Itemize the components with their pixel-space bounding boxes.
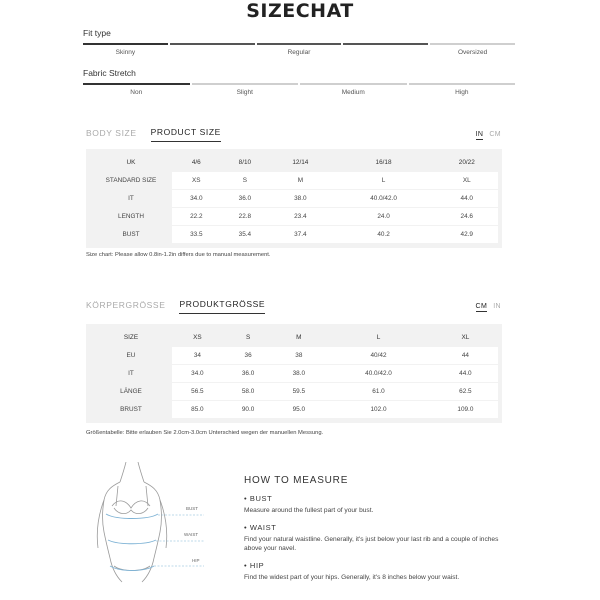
- fabric-stretch-scale: [83, 83, 517, 96]
- measure-item-waist: • WAIST Find your natural waistline. Generally, it's just below your last rib and a couple of inches above your navel.: [244, 523, 514, 553]
- size-tabs-de: [86, 299, 265, 314]
- table-row: [90, 208, 498, 225]
- table-cell: 42.9: [436, 226, 498, 243]
- table-header-cell: XL: [433, 329, 498, 346]
- fit-type-label: Fit type: [83, 28, 111, 38]
- unit-cm[interactable]: CM: [489, 131, 501, 138]
- row-label: STANDARD SIZE: [90, 172, 172, 189]
- table-header-cell: 8/10: [221, 154, 270, 171]
- table-header-cell: UK: [90, 154, 172, 171]
- table-header-cell: 4/6: [172, 154, 221, 171]
- table-cell: 40/42: [324, 347, 433, 364]
- unit-toggle-en: [476, 131, 502, 140]
- table-header-cell: 16/18: [332, 154, 436, 171]
- table-header-cell: SIZE: [90, 329, 172, 346]
- table-cell: S: [221, 172, 270, 189]
- table-header-row: [90, 329, 498, 346]
- row-label: IT: [90, 190, 172, 207]
- table-row: [90, 190, 498, 207]
- table-cell: 37.4: [269, 226, 331, 243]
- tab-product-size[interactable]: PRODUCT SIZE: [151, 127, 221, 142]
- table-cell: 44.0: [436, 190, 498, 207]
- row-label: IT: [90, 365, 172, 382]
- table-cell: 24.6: [436, 208, 498, 225]
- table-cell: 22.2: [172, 208, 221, 225]
- table-header-cell: S: [223, 329, 274, 346]
- table-cell: 38.0: [273, 365, 324, 382]
- measure-text: Find your natural waistline. Generally, it's just below your last rib and a couple of inches above your navel.: [244, 536, 499, 552]
- row-label: BRUST: [90, 401, 172, 418]
- size-table-de: [86, 324, 502, 423]
- table-cell: 38: [273, 347, 324, 364]
- table-cell: 56.5: [172, 383, 223, 400]
- table-cell: 40.2: [332, 226, 436, 243]
- measure-title: BUST: [249, 494, 273, 503]
- table-header-cell: XS: [172, 329, 223, 346]
- fit-type-option[interactable]: Oversized: [430, 43, 515, 56]
- table-cell: 38.0: [269, 190, 331, 207]
- how-to-measure-heading: HOW TO MEASURE: [244, 475, 349, 486]
- tab-produktgroesse[interactable]: PRODUKTGRÖSSE: [179, 299, 265, 314]
- table-header-cell: 20/22: [436, 154, 498, 171]
- unit-in[interactable]: IN: [475, 131, 484, 138]
- table-cell: 40.0/42.0: [324, 365, 433, 382]
- table-cell: 34: [172, 347, 223, 364]
- table-cell: 36.0: [221, 190, 270, 207]
- table-cell: 22.8: [221, 208, 270, 225]
- size-note-de: Größentabelle: Bitte erlauben Sie 2.0cm-3.0cm Unterschied wegen der manuellen Messung.: [86, 430, 324, 436]
- body-measure-figure: [96, 462, 206, 598]
- table-cell: 23.4: [269, 208, 331, 225]
- row-label: BUST: [90, 226, 172, 243]
- table-row: [90, 365, 498, 382]
- body-outline-icon: [96, 462, 206, 598]
- fabric-stretch-option[interactable]: Medium: [300, 83, 407, 96]
- table-cell: M: [269, 172, 331, 189]
- table-cell: 58.0: [223, 383, 274, 400]
- table-row: [90, 172, 498, 189]
- fabric-stretch-label: Fabric Stretch: [83, 68, 136, 78]
- table-cell: 44: [433, 347, 498, 364]
- table-cell: 109.0: [433, 401, 498, 418]
- table-cell: L: [332, 172, 436, 189]
- size-tabs-en: [86, 127, 221, 142]
- fit-type-option[interactable]: [343, 43, 428, 56]
- fit-type-scale: [83, 43, 517, 56]
- how-to-measure: [244, 475, 514, 590]
- measure-text: Find the widest part of your hips. Generally, it's 8 inches below your waist.: [244, 574, 460, 581]
- table-cell: 62.5: [433, 383, 498, 400]
- table-cell: 34.0: [172, 365, 223, 382]
- table-header-cell: L: [324, 329, 433, 346]
- row-label: LÄNGE: [90, 383, 172, 400]
- table-cell: 36: [223, 347, 274, 364]
- table-header-cell: 12/14: [269, 154, 331, 171]
- fit-type-option[interactable]: Regular: [257, 43, 342, 56]
- table-cell: 90.0: [223, 401, 274, 418]
- table-row: [90, 383, 498, 400]
- fit-type-option[interactable]: Skinny: [83, 43, 168, 56]
- waist-label: WAIST: [184, 532, 199, 537]
- bust-label: BUST: [186, 506, 199, 511]
- table-cell: XL: [436, 172, 498, 189]
- table-cell: 40.0/42.0: [332, 190, 436, 207]
- table-cell: 36.0: [223, 365, 274, 382]
- fabric-stretch-option[interactable]: Slight: [192, 83, 299, 96]
- page-title: SIZECHAT: [246, 0, 354, 22]
- size-note-en: Size chart: Please allow 0.8in-1.2in differs due to manual measurement.: [86, 252, 271, 258]
- table-cell: 34.0: [172, 190, 221, 207]
- table-row: [90, 226, 498, 243]
- fabric-stretch-option[interactable]: Non: [83, 83, 190, 96]
- hip-label: HIP: [192, 558, 200, 563]
- measure-title: HIP: [249, 561, 265, 570]
- table-cell: 59.5: [273, 383, 324, 400]
- table-cell: 35.4: [221, 226, 270, 243]
- unit-toggle-de: [476, 303, 502, 312]
- measure-item-hip: • HIP Find the widest part of your hips. Generally, it's 8 inches below your waist.: [244, 561, 514, 582]
- row-label: LENGTH: [90, 208, 172, 225]
- tab-koerpergroesse[interactable]: KÖRPERGRÖSSE: [86, 300, 166, 310]
- table-header-row: [90, 154, 498, 171]
- table-cell: XS: [172, 172, 221, 189]
- measure-item-bust: • BUST Measure around the fullest part of your bust.: [244, 494, 514, 515]
- unit-in[interactable]: IN: [493, 303, 501, 310]
- table-cell: 61.0: [324, 383, 433, 400]
- table-cell: 24.0: [332, 208, 436, 225]
- table-cell: 85.0: [172, 401, 223, 418]
- size-table-en: [86, 149, 502, 248]
- fit-type-option[interactable]: [170, 43, 255, 56]
- unit-cm[interactable]: CM: [475, 303, 488, 310]
- table-row: [90, 401, 498, 418]
- table-cell: 44.0: [433, 365, 498, 382]
- table-header-cell: M: [273, 329, 324, 346]
- fabric-stretch-option[interactable]: High: [409, 83, 516, 96]
- row-label: EU: [90, 347, 172, 364]
- table-cell: 95.0: [273, 401, 324, 418]
- table-cell: 102.0: [324, 401, 433, 418]
- tab-body-size[interactable]: BODY SIZE: [86, 128, 137, 138]
- measure-text: Measure around the fullest part of your bust.: [244, 507, 374, 514]
- table-cell: 33.5: [172, 226, 221, 243]
- measure-title: WAIST: [249, 523, 277, 532]
- table-row: [90, 347, 498, 364]
